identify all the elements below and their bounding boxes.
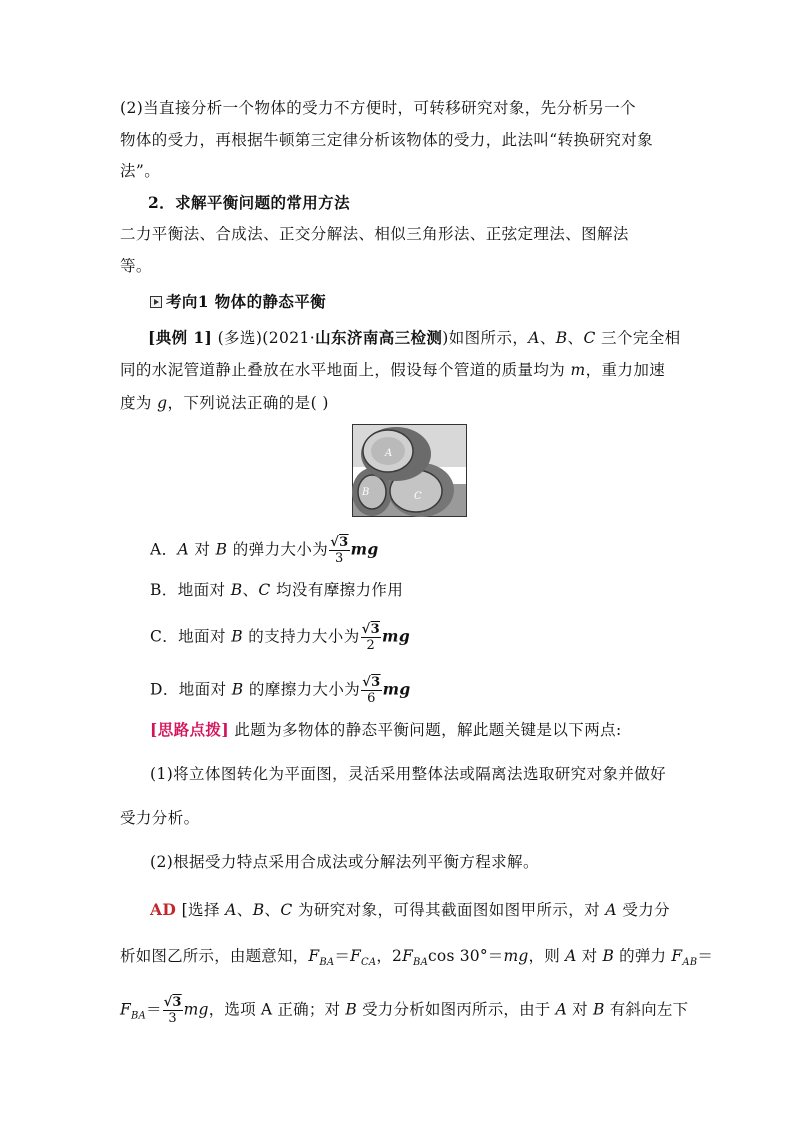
- para-line: 二力平衡法、合成法、正交分解法、相似三角形法、正弦定理法、图解法: [120, 225, 629, 243]
- text: (多选)(2021·: [212, 329, 316, 347]
- pipe-label-a: A: [385, 448, 393, 459]
- text: ，2: [376, 947, 403, 965]
- text: 为研究对象，可得其截面图如图甲所示，对: [292, 901, 606, 919]
- numerator: √3: [362, 675, 381, 690]
- unit: mg: [382, 626, 411, 646]
- fraction: [329, 535, 349, 566]
- var: A: [555, 1000, 568, 1019]
- text: ，则: [528, 947, 566, 965]
- example-line-1: [148, 328, 681, 348]
- text: 的支持力大小为: [242, 627, 360, 646]
- hint-tag: [思路点拨]: [150, 720, 230, 739]
- var: g: [157, 394, 168, 412]
- pipe-label-c: C: [414, 491, 422, 502]
- sub: AB: [682, 957, 698, 969]
- text: 对: [576, 947, 603, 965]
- var: C: [280, 901, 293, 919]
- var: B: [593, 1000, 605, 1019]
- denominator: 6: [367, 691, 376, 706]
- text: A．: [150, 540, 178, 559]
- var: B: [555, 329, 568, 347]
- example-line-2: [120, 360, 665, 380]
- text: 对: [567, 1000, 593, 1019]
- text: 的摩擦力大小为: [243, 680, 361, 699]
- var: A: [528, 329, 540, 347]
- text: cos 30°＝: [428, 947, 504, 965]
- play-marker-icon: [150, 296, 162, 308]
- var: F: [402, 947, 414, 965]
- text: ，选项 A 正确；对: [208, 1000, 346, 1019]
- hint-point-2: (2)根据受力特点采用合成法或分解法列平衡方程求解。: [150, 853, 539, 871]
- var: B: [252, 901, 265, 919]
- text: ，重力加速: [585, 361, 666, 379]
- sub: BA: [130, 1010, 146, 1022]
- text: [选择: [176, 901, 226, 919]
- var: F: [671, 947, 683, 965]
- sub: CA: [361, 957, 377, 969]
- answer-key: AD: [150, 900, 177, 919]
- text: ，下列说法正确的是( ): [167, 394, 329, 412]
- topic-title: 考向1 物体的静态平衡: [166, 292, 327, 311]
- option-c: [150, 622, 410, 653]
- para-line: 法”。: [120, 162, 161, 180]
- text: 、: [264, 901, 281, 919]
- sub: BA: [319, 957, 335, 969]
- var: B: [230, 581, 243, 599]
- var: A: [565, 947, 577, 965]
- var: B: [231, 680, 244, 699]
- text: 山东济南高三检测: [315, 328, 443, 347]
- para-line: 等。: [120, 257, 152, 275]
- var: m: [570, 361, 586, 379]
- answer-line-2: [120, 946, 713, 973]
- hint-intro: [150, 720, 622, 740]
- var: C: [258, 581, 271, 599]
- text: D．地面对: [150, 680, 232, 699]
- unit: mg: [382, 679, 411, 699]
- hint-point-1-cont: 受力分析。: [120, 809, 200, 827]
- example-line-3: [120, 393, 329, 413]
- var: mg: [183, 1000, 209, 1019]
- fraction: [163, 995, 183, 1026]
- pipe-label-b: B: [362, 487, 370, 498]
- text: 有斜向左下: [604, 1000, 689, 1019]
- option-b: [150, 580, 403, 600]
- text: 此题为多物体的静态平衡问题，解此题关键是以下两点:: [229, 721, 622, 739]
- text: 受力分: [617, 901, 671, 919]
- text: 同的水泥管道静止叠放在水平地面上，假设每个管道的质量均为: [120, 361, 571, 379]
- fraction: [361, 675, 381, 706]
- unit: mg: [350, 539, 379, 559]
- var: B: [345, 1000, 357, 1019]
- text: 度为: [120, 394, 158, 412]
- option-d: [150, 675, 411, 706]
- example-tag: [典例 1]: [148, 328, 213, 347]
- text: 、: [242, 581, 259, 599]
- text: 析如图乙所示，由题意知，: [120, 947, 309, 965]
- text: 的弹力: [614, 947, 672, 965]
- text: 、: [539, 329, 556, 347]
- denominator: 2: [366, 638, 376, 653]
- text: 的弹力大小为: [227, 540, 329, 559]
- para-line: (2)当直接分析一个物体的受力不方便时，可转移研究对象，先分析另一个: [120, 99, 637, 117]
- text: ＝: [697, 947, 714, 965]
- hint-point-1: (1)将立体图转化为平面图，灵活采用整体法或隔离法选取研究对象并做好: [150, 765, 667, 783]
- text: 对: [189, 540, 216, 559]
- var: A: [225, 901, 237, 919]
- fraction: [361, 622, 381, 653]
- numerator: √3: [163, 995, 182, 1010]
- text: 受力分析如图丙所示，由于: [356, 1000, 556, 1019]
- denominator: 3: [168, 1011, 177, 1026]
- var: mg: [503, 947, 529, 965]
- var: A: [177, 540, 190, 559]
- answer-line-1: [150, 900, 670, 920]
- text: ＝: [334, 947, 351, 965]
- var: B: [231, 627, 243, 646]
- topic-heading: [150, 292, 326, 312]
- text: 、: [567, 329, 584, 347]
- answer-line-3: [120, 995, 688, 1027]
- var: C: [583, 329, 596, 347]
- denominator: 3: [335, 551, 344, 566]
- var: B: [215, 540, 228, 559]
- text: 三个完全相: [595, 329, 681, 347]
- text: ＝: [145, 1000, 162, 1019]
- section-heading: 2．求解平衡问题的常用方法: [148, 193, 350, 212]
- var: F: [350, 947, 362, 965]
- var: F: [120, 1000, 131, 1019]
- var: A: [605, 901, 618, 919]
- text: C．地面对: [150, 627, 232, 646]
- var: F: [308, 947, 320, 965]
- sub: BA: [413, 957, 429, 969]
- text: 均没有摩擦力作用: [270, 581, 404, 599]
- text: 、: [236, 901, 253, 919]
- option-a: [150, 535, 379, 566]
- pipes-photo: [352, 424, 467, 517]
- text: B．地面对: [150, 581, 231, 599]
- numerator: √3: [330, 535, 349, 550]
- para-line: 物体的受力，再根据牛顿第三定律分析该物体的受力，此法叫“转换研究对象: [120, 131, 654, 149]
- numerator: √3: [361, 622, 381, 637]
- text: )如图所示，: [442, 329, 529, 347]
- var: B: [602, 947, 615, 965]
